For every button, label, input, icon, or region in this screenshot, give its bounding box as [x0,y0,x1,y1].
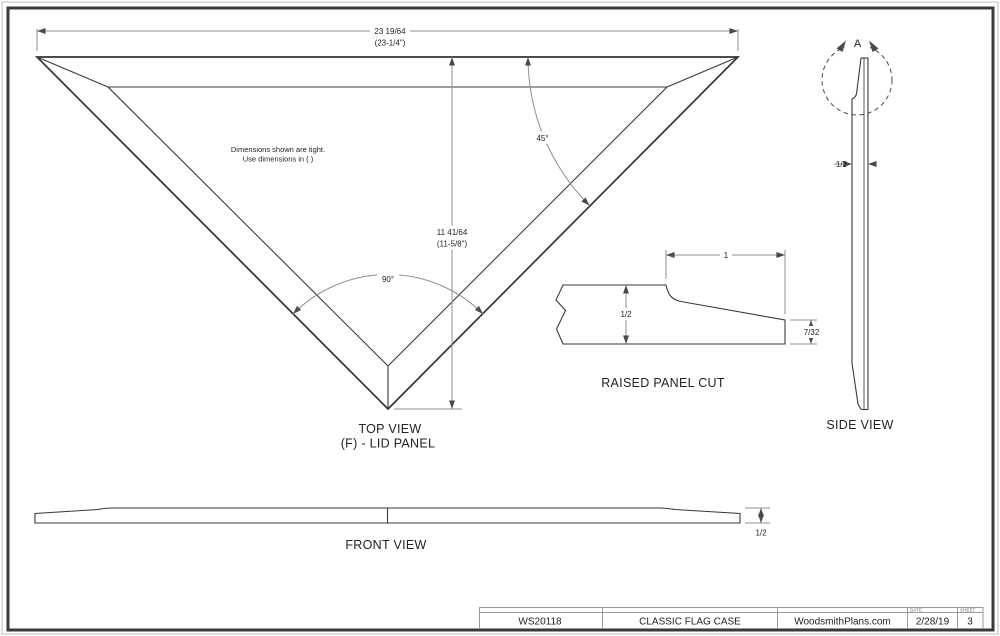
title-block [480,608,984,629]
website: WoodsmithPlans.com [794,616,891,628]
raised-panel-cut-detail [556,250,824,391]
page-border [2,2,998,634]
top-view-width-dimension [37,26,738,52]
top-view-label: TOP VIEW [358,422,422,436]
lid-panel-outer-edge [37,57,738,409]
raised-panel-profile [556,285,785,344]
miter-line-right [667,57,738,87]
note-line1: Dimensions shown are tight. [230,145,326,154]
width-dim-label: 23 19/64 [374,27,406,36]
angle-arc [528,57,590,206]
date-label: DATE [910,607,922,613]
sheet-label: SHEET [960,607,976,613]
top-view-height-dimension [394,57,473,409]
callout-arrow-right [869,41,879,53]
corner-angle-label: 45° [536,134,549,143]
edge-thickness-label: 7/32 [803,328,820,337]
sheet-value: 3 [967,616,973,628]
side-view-outline [852,58,868,410]
top-view-note [231,145,325,164]
side-top-bevel [852,58,861,99]
width-dim-alt-label: (23-1/4") [374,38,406,48]
top-view-outline [37,57,738,409]
side-view-label: SIDE VIEW [826,418,894,432]
edge-thickness-dimension [790,320,824,344]
height-dim-alt-label: (11-5/8") [436,239,468,249]
panel-thickness-label: 1/2 [620,310,632,319]
bevel-width-dimension [666,250,785,315]
side-view [822,33,894,432]
raised-panel-cut-label: RAISED PANEL CUT [601,376,725,390]
height-dim-label: 11 41/64 [436,228,468,237]
detail-a-callout [822,33,892,115]
panel-thickness-dimension [616,285,636,344]
top-view-caption [341,422,436,451]
bevel-width-label: 1 [723,251,729,260]
side-bottom-bevel [852,363,862,410]
detail-circle [822,45,892,115]
note-line2: Use dimensions in ( ) [242,154,314,164]
top-view-45-angle [528,57,590,206]
front-view-label: FRONT VIEW [345,538,427,552]
top-view-90-angle [293,273,483,315]
plan-title: CLASSIC FLAG CASE [639,616,741,628]
apex-angle-label: 90° [381,275,395,284]
front-thickness-dimension [745,508,770,538]
outer-border-line [2,2,998,634]
main-border-line [8,8,993,630]
front-view [35,508,770,552]
lid-panel-label: (F) - LID PANEL [340,436,436,451]
side-thickness-dimension [834,160,876,169]
side-thickness-label: 1/2 [835,160,847,169]
plan-number: WS20118 [518,616,562,628]
miter-line-left [37,57,108,87]
detail-callout-label: A [853,38,862,50]
lid-panel-bevel-shoulder [108,87,667,366]
front-thickness-label: 1/2 [755,528,767,538]
date-value: 2/28/19 [915,616,950,628]
